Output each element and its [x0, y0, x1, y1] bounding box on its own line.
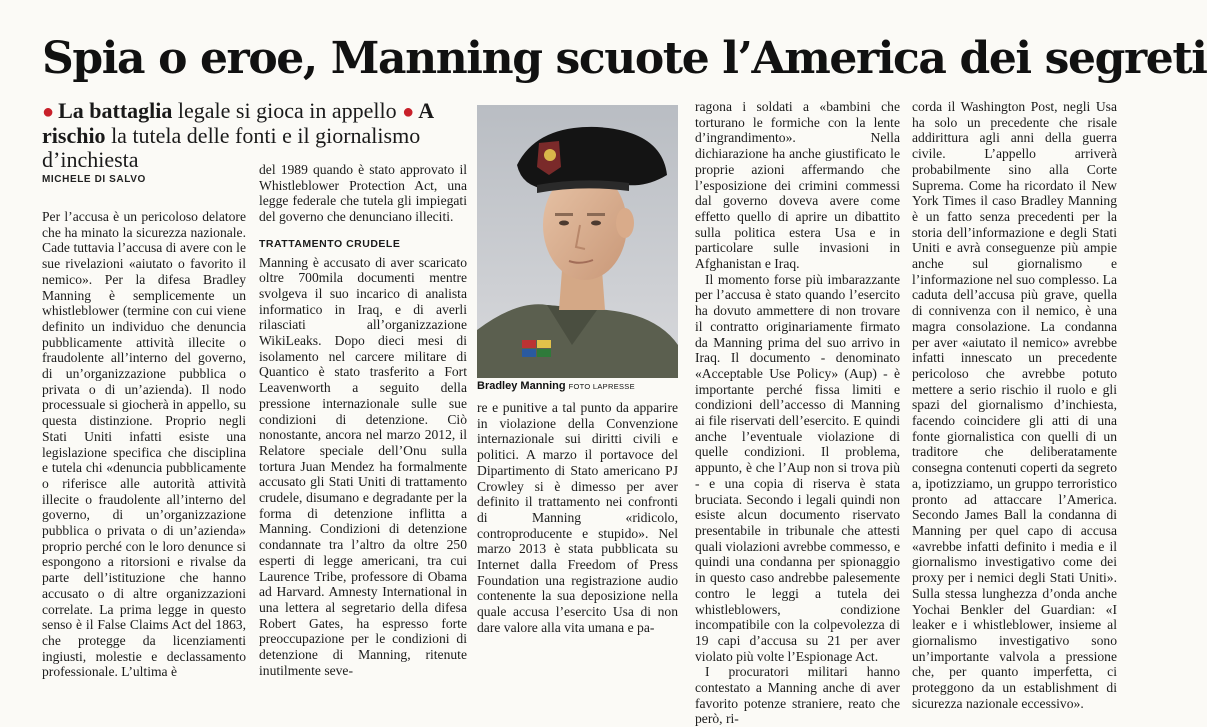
- paragraph: I procuratori militari hanno contestato a Manning anche di aver favorito potenze straniere, reato che però, ri-: [695, 664, 900, 727]
- portrait-illustration: [477, 105, 678, 378]
- column-4: [695, 99, 900, 727]
- paragraph: re e punitive a tal punto da apparire in violazione della Convenzione internazionale sui diritti civili e politici. A marzo il portavoce del Dipartimento di Stato americano PJ Crowley si è dimesso per aver definito il trattamento nei confronti di Manning «ridicolo, controproducente e stupido». Nel marzo 2013 è stata pubblicata su Internet dalla Freedom of Press Foundation una registrazione audio contenente la sua deposizione nella quale accusa l’esercito Usa di non dare valore alla vita umana e pa-: [477, 400, 678, 635]
- column-1: [42, 209, 246, 680]
- paragraph: ragona i soldati a «bambini che torturano le formiche con la lente d’ingrandimento». Nella dichiarazione ha anche giustificato le proprie azioni affermando che l’esposizione dei crimini commessi dal governo doveva avere come effetto quello di aprire un dibattito sulla politica estera Usa e in particolare sulle invasioni in Afghanistan e Iraq.: [695, 99, 900, 272]
- subhead-text-1: legale si gioca in appello: [172, 98, 403, 123]
- subhead-bold-1: La battaglia: [58, 98, 173, 123]
- paragraph: corda il Washington Post, negli Usa ha solo un precedente che risale addirittura agli anni della guerra civile. L’appello arriverà probabilmente sino alla Corte Suprema. Come ha ricordato il New York Times il caso Bradley Manning è un fatto senza precedenti per la storia dell’informazione e degli Stati Uniti e avrà conseguenze più ampie anche sul giornalismo e l’informazione nel suo complesso. La caduta dell’accusa più grave, quella di connivenza con il nemico, è una magra consolazione. La condanna per aver «aiutato il nemico» avrebbe infatti innescato un precedente pericoloso che avrebbe potuto mettere a serio rischio il ruolo e gli spazi del giornalismo d’inchiesta, facendo coincidere gli atti di una fonte giornalistica con quelli di un traditore che deliberatamente consegna contenuti coperti da segreto a, ipotizziamo, un gruppo terroristico pronto ad attaccare l’America. Secondo James Ball la condanna di Manning per quel capo di accusa «avrebbe infatti definito i media e il giornalismo investigativo come dei proxy per i nemici degli Stati Uniti». Sulla stessa lunghezza d’onda anche Yochai Benkler del Guardian: «I leaker e i whistleblower, insieme al giornalismo investigativo sono un’importante valvola a pressione che, per quanto imperfetta, ci proteggono da un establishment di sicurezza nazionale eccessivo».: [912, 99, 1117, 711]
- subhead-text-2: la tutela delle fonti e il giornalismo d’inchiesta: [42, 123, 421, 172]
- photo-credit: FOTO LAPRESSE: [568, 382, 635, 391]
- red-bullet-icon: ●: [42, 101, 55, 123]
- paragraph: del 1989 quando è stato approvato il Whistleblower Protection Act, una legge federale che tutela gli impiegati del governo che denunciano illeciti.: [259, 162, 467, 225]
- caption-name: Bradley Manning: [477, 380, 566, 392]
- photo-caption: [477, 380, 678, 392]
- column-2: [259, 162, 467, 678]
- paragraph: Il momento forse più imbarazzante per l’accusa è stato quando l’esercito ha dovuto ammettere di non trovare il contratto originariamente firmato da Manning prima del suo arrivo in Iraq. Il documento - denominato «Acceptable Use Policy» (Aup) - è importante perché fissa limiti e condizioni dell’accesso di Manning ai file riservati dell’esercito. E quindi anche l’eventuale violazione di quelle condizioni. Il problema, appunto, è che l’Aup non si trova più - e una copia di riserva è stata bruciata. Secondo i legali quindi non esiste alcun documento riservato presentabile in tribunale che attesti quali violazioni avrebbe commesso, e quindi una condanna per spionaggio in questo caso andrebbe palesemente contro le leggi a tutela dei whistleblowers, condizione incompatibile con la colpevolezza di 19 capi d’accusa su 21 per aver violato più volte l’Espionage Act.: [695, 271, 900, 664]
- paragraph: Per l’accusa è un pericoloso delatore che ha minato la sicurezza nazionale. Cade tuttavia l’accusa di avere con le sue rivelazioni «aiutato o favorito il nemico». Per la difesa Bradley Manning è semplicemente un whistleblower (termine con cui viene definito un individuo che denuncia pubblicamente attività illecite o fraudolente all’interno del governo, di un’organizzazione pubblica o privata o di un’azienda). Il nodo processuale si giocherà in appello, su questa distinzione. Proprio negli Stati Uniti infatti esiste una legislazione specifica che disciplina e tutela chi «denuncia pubblicamente o riferisce alle autorità attività illecite o fraudolente all’interno del governo, di un’organizzazione pubblica o privata o di un’azienda» proprio perché con le loro denunce si espongono a ritorsioni e rivalse da parte dell’istituzione che hanno accusato o di altre organizzazioni correlate. La prima legge in questo senso è il False Claims Act del 1863, che protegge da licenziamenti ingiusti, molestie e declassamento professionale. L’ultima è: [42, 209, 246, 680]
- headline: Spia o eroe, Manning scuote l’America dei segreti: [42, 33, 1207, 84]
- byline: MICHELE DI SALVO: [42, 174, 146, 185]
- paragraph: Manning è accusato di aver scaricato oltre 700mila documenti mentre svolgeva il suo incarico di analista informatico in Iraq, e di averli rilasciati all’organizzazione WikiLeaks. Dopo dieci mesi di isolamento nel carcere militare di Quantico è stato trasferito a Fort Leavenworth a seguito della pressione internazionale sulle sue condizioni di detenzione. Ciò nonostante, ancora nel marzo 2012, il Relatore speciale dell’Onu sulla tortura Juan Mendez ha formalmente accusato gli Stati Uniti di trattamento crudele, disumano e degradante per la forma di detenzione inflitta a Manning. Condizioni di detenzione condannate tra l’altro da oltre 250 esperti di legge americani, tra cui Laurence Tribe, professore di Obama ad Harvard. Amnesty International in una lettera al segretario della difesa Robert Gates, ha espresso forte preoccupazione per le condizioni di detenzione di Manning, ritenute inutilmente seve-: [259, 254, 467, 678]
- column-5: [912, 99, 1117, 711]
- photo-bradley-manning: [477, 105, 678, 378]
- red-bullet-icon: ●: [402, 101, 415, 123]
- subhead-bold-2: A rischio: [42, 98, 433, 148]
- section-title: TRATTAMENTO CRUDELE: [259, 237, 401, 250]
- column-3: [477, 400, 678, 635]
